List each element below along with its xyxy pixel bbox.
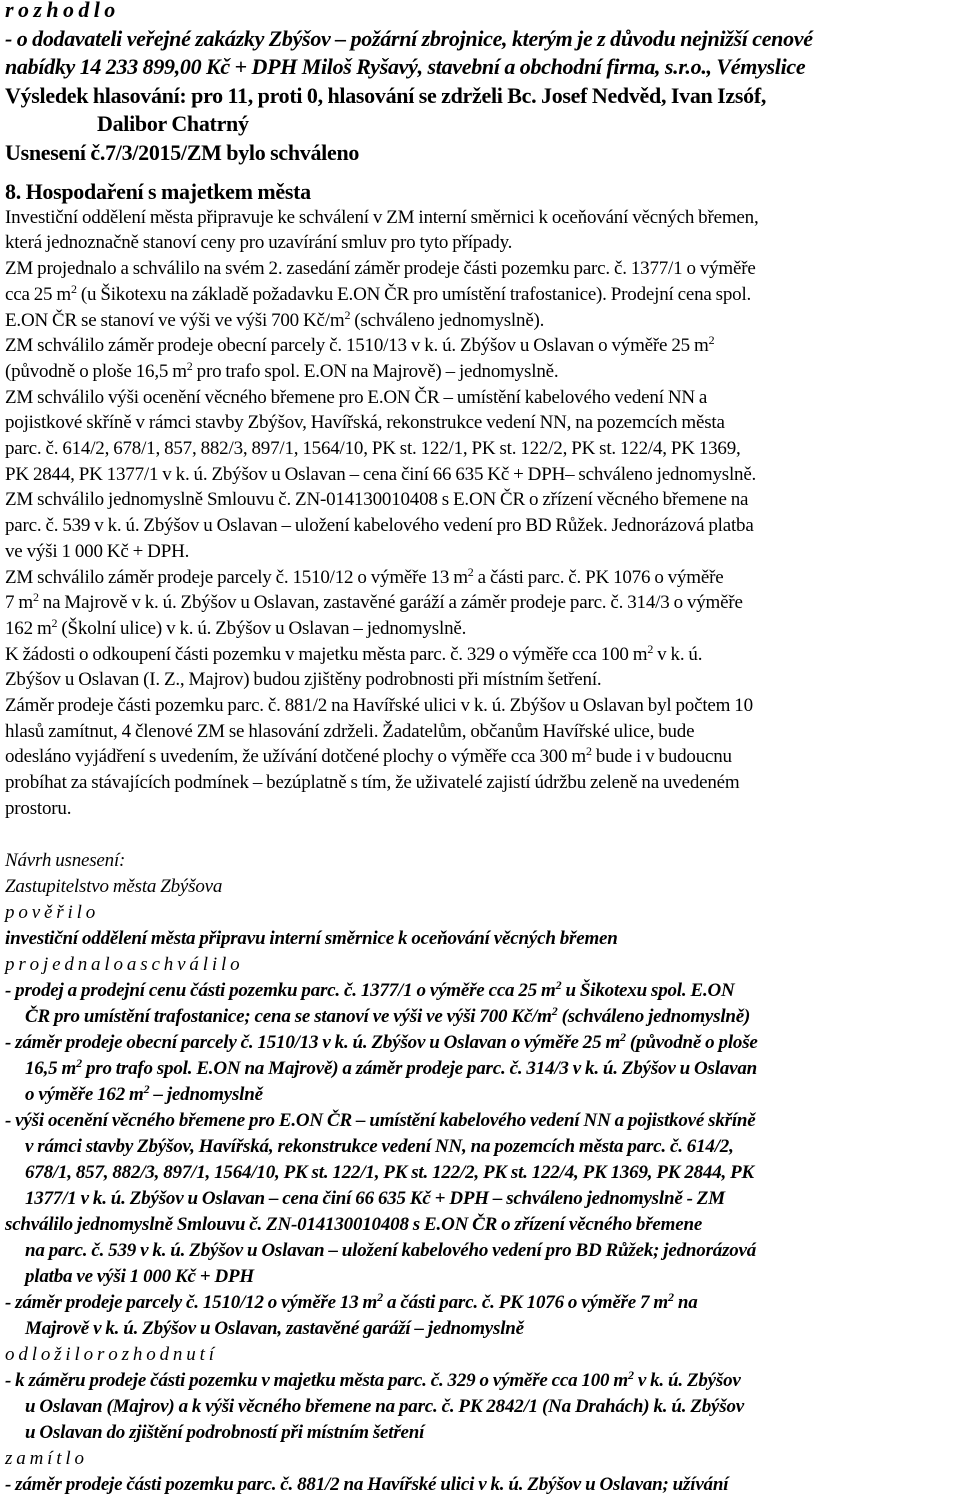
text-run: platba ve výši 1 000 Kč + DPH: [25, 1265, 254, 1287]
text-run: parc. č. 614/2, 678/1, 857, 882/3, 897/1, 1564/10, PK st. 122/1, PK st. 122/2, PK st. 122/4, PK 1369,: [5, 438, 741, 460]
text-run: parc. č. 539 v k. ú. Zbýšov u Oslavan – uložení kabelového vedení pro BD Růžek. Jednorázová platba: [5, 515, 754, 537]
text-run: Zbýšov u Oslavan (I. Z., Majrov) budou zjištěny podrobnosti při místním šetření.: [5, 669, 602, 691]
text-run: u Oslavan do zjištění podrobností při místním šetření: [25, 1421, 425, 1443]
proposal-body: [5, 900, 960, 1498]
text-run: o výměře 162 m: [25, 1083, 144, 1105]
text-run: ZM schválilo záměr prodeje parcely č. 1510/12 o výměře 13 m: [5, 566, 468, 588]
text-run: na Majrově v k. ú. Zbýšov u Oslavan, zastavěné garáží a záměr prodeje parc. č. 314/3 o výměře: [38, 592, 743, 614]
paragraph-line: [5, 1134, 960, 1160]
text-run: pojistkové skříně v rámci stavby Zbýšov, Havířská, rekonstrukce vedení NN, na pozemcích města: [5, 412, 725, 434]
resolution-verb-heading: [5, 952, 960, 978]
section-8-heading: 8. Hospodaření s majetkem města: [5, 179, 311, 204]
paragraph-line: [5, 693, 960, 719]
proposal-section: [5, 848, 960, 1498]
paragraph-line: [5, 1368, 960, 1394]
rozhodlo-line: nabídky 14 233 899,00 Kč + DPH Miloš Ryšavý, stavební a obchodní firma, s.r.o., Vémyslice: [5, 54, 806, 79]
text-run: Záměr prodeje části pozemku parc. č. 881/2 na Havířské ulici v k. ú. Zbýšov u Oslavan byl počtem 10: [5, 695, 753, 717]
text-run: (původně o ploše 16,5 m: [5, 360, 187, 382]
text-run: cca 25 m: [5, 283, 71, 305]
section-8: [5, 179, 960, 822]
text-run: 16,5 m: [25, 1057, 77, 1079]
paragraph-line: [5, 1212, 960, 1238]
text-run: u Oslavan (Majrov) a k výši věcného břemene na parc. č. PK 2842/1 (Na Drahách) k. ú. Zbýšov: [25, 1395, 744, 1417]
rozhodlo-section: [5, 0, 960, 167]
paragraph-line: [5, 744, 960, 770]
text-run: (schváleno jednomyslně).: [350, 309, 545, 331]
text-run: v rámci stavby Zbýšov, Havířská, rekonstrukce vedení NN, na pozemcích města parc. č. 614/2,: [25, 1135, 734, 1157]
text-run: p o v ě ř i l o: [5, 901, 96, 923]
paragraph-line: [5, 487, 960, 513]
text-run: prostoru.: [5, 797, 72, 819]
text-run: bude i v budoucnu: [591, 746, 732, 768]
text-run: ve výši 1 000 Kč + DPH.: [5, 540, 190, 562]
text-run: pro trafo spol. E.ON na Majrově) – jednomyslně.: [192, 360, 559, 382]
text-run: - záměr prodeje obecní parcely č. 1510/13 v k. ú. Zbýšov u Oslavan o výměře 25 m: [5, 1031, 621, 1053]
text-run: 1377/1 v k. ú. Zbýšov u Oslavan – cena činí 66 635 Kč + DPH – schváleno jednomyslně - ZM: [25, 1187, 725, 1209]
text-run: (schváleno jednomyslně): [557, 1005, 751, 1027]
paragraph-line: [5, 1394, 960, 1420]
paragraph-line: [5, 436, 960, 462]
vote-result: Výsledek hlasování: pro 11, proti 0, hlasování se zdrželi Bc. Josef Nedvěd, Ivan Izsóf,: [5, 82, 767, 108]
superscript: 2: [70, 281, 77, 296]
superscript: 2: [377, 1289, 383, 1304]
text-run: v k. ú.: [653, 643, 703, 665]
paragraph-line: [5, 1160, 960, 1186]
section-8-body: [5, 205, 960, 822]
paragraph-line: [5, 1004, 960, 1030]
paragraph-line: [5, 770, 960, 796]
rozhodlo-line: - o dodavateli veřejné zakázky Zbýšov – požární zbrojnice, kterým je z důvodu nejnižší cenové: [5, 25, 813, 51]
paragraph-line: [5, 719, 960, 745]
paragraph-line: [5, 1238, 960, 1264]
text-run: - k záměru prodeje části pozemku v majetku města parc. č. 329 o výměře cca 100 m: [5, 1369, 628, 1391]
proposal-title: Návrh usnesení:: [5, 849, 126, 871]
text-run: z a m í t l o: [5, 1447, 84, 1469]
text-run: investiční oddělení města připravu interní směrnice k oceňování věcných břemen: [5, 927, 618, 949]
paragraph-line: [5, 359, 960, 385]
text-run: na: [673, 1291, 698, 1313]
superscript: 2: [551, 1003, 558, 1018]
resolution-verb-heading: [5, 1342, 960, 1368]
paragraph-line: [5, 1290, 960, 1316]
text-run: E.ON ČR se stanoví ve výši ve výši 700 Kč/m: [5, 309, 345, 331]
superscript: 2: [467, 564, 474, 579]
superscript: 2: [708, 333, 715, 348]
paragraph-line: [5, 205, 960, 231]
resolution-verb-heading: [5, 900, 960, 926]
text-run: hlasů zamítnut, 4 členové ZM se hlasování zdrželi. Žadatelům, občanům Havířské ulice, bude: [5, 720, 695, 742]
paragraph-line: [5, 539, 960, 565]
paragraph-line: [5, 642, 960, 668]
text-run: odesláno vyjádření s uvedením, že užívání dotčené plochy o výměře cca 300 m: [5, 746, 586, 768]
paragraph-line: [5, 978, 960, 1004]
text-run: 7 m: [5, 592, 33, 614]
paragraph-line: [5, 462, 960, 488]
superscript: 2: [627, 1367, 634, 1382]
text-run: která jednoznačně stanoví ceny pro uzavírání smluv pro tyto případy.: [5, 232, 513, 254]
text-run: (Školní ulice) v k. ú. Zbýšov u Oslavan – jednomyslně.: [57, 617, 467, 639]
text-run: - prodej a prodejní cenu části pozemku parc. č. 1377/1 o výměře cca 25 m: [5, 979, 556, 1001]
paragraph-line: [5, 1186, 960, 1212]
paragraph-line: [5, 333, 960, 359]
text-run: 162 m: [5, 617, 52, 639]
text-run: na parc. č. 539 v k. ú. Zbýšov u Oslavan – uložení kabelového vedení pro BD Růžek; jednorázová: [25, 1239, 757, 1261]
text-run: pro trafo spol. E.ON na Majrově) a záměr prodeje parc. č. 314/3 v k. ú. Zbýšov u Oslavan: [81, 1057, 758, 1079]
paragraph-line: [5, 1056, 960, 1082]
paragraph-line: [5, 616, 960, 642]
paragraph-line: [5, 513, 960, 539]
text-run: o d l o ž i l o r o z h o d n u t í: [5, 1343, 214, 1365]
text-run: 678/1, 857, 882/3, 897/1, 1564/10, PK st. 122/1, PK st. 122/2, PK st. 122/4, PK 1369, PK 2844, PK: [25, 1161, 754, 1183]
paragraph-line: [5, 385, 960, 411]
text-run: - záměr prodeje části pozemku parc. č. 881/2 na Havířské ulici v k. ú. Zbýšov u Oslavan; užívání: [5, 1473, 729, 1495]
superscript: 2: [32, 590, 39, 605]
text-run: Majrově v k. ú. Zbýšov u Oslavan, zastavěné garáží – jednomyslně: [25, 1317, 524, 1339]
paragraph-line: [5, 282, 960, 308]
text-run: Investiční oddělení města připravuje ke schválení v ZM interní směrnici k oceňování věcných břemen,: [5, 206, 759, 228]
text-run: a části parc. č. PK 1076 o výměře: [473, 566, 724, 588]
text-run: ČR pro umístění trafostanice; cena se stanoví ve výši ve výši 700 Kč/m: [25, 1005, 552, 1027]
superscript: 2: [344, 307, 351, 322]
paragraph-line: [5, 410, 960, 436]
text-run: ZM schválilo výši ocenění věcného břemene pro E.ON ČR – umístění kabelového vedení NN a: [5, 386, 708, 408]
text-run: probíhat za stávajících podmínek – bezúplatně s tím, že uživatelé zajistí údržbu zeleně na uvedeném: [5, 772, 740, 794]
superscript: 2: [555, 977, 562, 992]
paragraph-line: [5, 590, 960, 616]
paragraph-line: [5, 256, 960, 282]
superscript: 2: [143, 1081, 150, 1096]
paragraph-line: [5, 565, 960, 591]
paragraph-line: [5, 1316, 960, 1342]
text-run: ZM schválilo záměr prodeje obecní parcely č. 1510/13 v k. ú. Zbýšov u Oslavan o výměře 25 m: [5, 335, 709, 357]
text-run: (u Šikotexu na základě požadavku E.ON ČR pro umístění trafostanice). Prodejní cena spol.: [76, 283, 752, 305]
text-run: PK 2844, PK 1377/1 v k. ú. Zbýšov u Oslavan – cena činí 66 635 Kč + DPH– schváleno jednomyslně.: [5, 463, 757, 485]
text-run: - výši ocenění věcného břemene pro E.ON ČR – umístění kabelového vedení NN a pojistkové skříně: [5, 1109, 756, 1131]
text-run: a části parc. č. PK 1076 o výměře 7 m: [382, 1291, 668, 1313]
superscript: 2: [647, 641, 654, 656]
superscript: 2: [586, 744, 592, 759]
proposal-subject: Zastupitelstvo města Zbýšova: [5, 875, 223, 897]
text-run: - záměr prodeje parcely č. 1510/12 o výměře 13 m: [5, 1291, 378, 1313]
text-run: K žádosti o odkoupení části pozemku v majetku města parc. č. 329 o výměře cca 100 m: [5, 643, 648, 665]
paragraph-line: [5, 1082, 960, 1108]
text-run: p r o j e d n a l o a s c h v á l i l o: [5, 953, 240, 975]
paragraph-line: [5, 667, 960, 693]
resolution-verb-heading: [5, 1446, 960, 1472]
superscript: 2: [667, 1289, 674, 1304]
superscript: 2: [186, 358, 193, 373]
paragraph-line: [5, 1472, 960, 1498]
paragraph-line: [5, 230, 960, 256]
text-run: ZM projednalo a schválilo na svém 2. zasedání záměr prodeje části pozemku parc. č. 1377/1 o výměře: [5, 258, 756, 280]
paragraph-line: [5, 1420, 960, 1446]
text-run: u Šikotexu spol. E.ON: [561, 979, 735, 1001]
vote-result-continued: Dalibor Chatrný: [97, 111, 249, 136]
paragraph-line: [5, 796, 960, 822]
paragraph-line: [5, 926, 960, 952]
paragraph-line: [5, 308, 960, 334]
text-run: (původně o ploše: [625, 1031, 758, 1053]
paragraph-line: [5, 1264, 960, 1290]
superscript: 2: [51, 615, 58, 630]
superscript: 2: [76, 1055, 82, 1070]
text-run: schválilo jednomyslně Smlouvu č. ZN-014130010408 s E.ON ČR o zřízení věcného břemene: [5, 1213, 703, 1235]
resolution-approved: Usnesení č.7/3/2015/ZM bylo schváleno: [5, 139, 360, 165]
paragraph-line: [5, 1030, 960, 1056]
rozhodlo-heading: r o z h o d l o: [5, 0, 115, 22]
text-run: ZM schválilo jednomyslně Smlouvu č. ZN-014130010408 s E.ON ČR o zřízení věcného břemene na: [5, 489, 749, 511]
paragraph-line: [5, 1108, 960, 1134]
superscript: 2: [620, 1029, 626, 1044]
text-run: v k. ú. Zbýšov: [633, 1369, 741, 1391]
text-run: – jednomyslně: [149, 1083, 263, 1105]
